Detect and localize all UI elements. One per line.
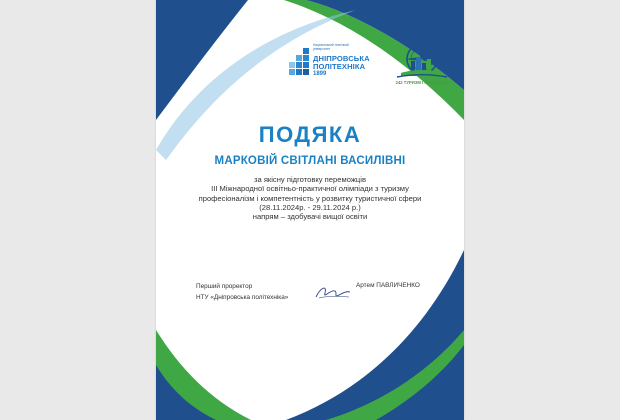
certificate-sheet <box>156 0 464 420</box>
recipient-name: МАРКОВІЙ СВІТЛАНІ ВАСИЛІВНІ <box>214 155 406 167</box>
body-line: (28.11.2024р. - 29.11.2024 р.) <box>259 202 361 212</box>
tourism-logo <box>393 39 451 89</box>
university-logo <box>289 44 381 82</box>
certificate-title: ПОДЯКА <box>258 122 362 147</box>
certificate-body <box>156 175 464 221</box>
university-small-text: Національний технічний університет <box>313 43 349 51</box>
body-line: професіоналізм і компетентність у розвитку туристичної сфери <box>198 193 422 203</box>
university-emblem-icon <box>289 46 311 80</box>
compass-city-icon <box>393 39 451 81</box>
university-name-line1: ДНІПРОВСЬКА <box>313 54 370 63</box>
signer-name: Артем ПАВЛИЧЕНКО <box>356 282 420 289</box>
body-line: ІІІ Міжнародної освітньо-практичної олімпіади з туризму <box>211 184 409 194</box>
body-line: напрям – здобувачі вищої освіти <box>252 212 368 222</box>
signer-position-line2: НТУ «Дніпровська політехніка» <box>196 293 289 301</box>
university-year: 1899 <box>313 71 327 77</box>
signer-position-line1: Перший проректор <box>196 283 253 290</box>
signer-position <box>196 282 288 303</box>
handwritten-signature <box>313 283 353 303</box>
tourism-caption: 242 ТУРИЗМ І РЕКРЕАЦІЯ <box>395 80 449 85</box>
university-name-line2: ПОЛІТЕХНІКА <box>313 62 366 71</box>
body-line: за якісну підготовку переможців <box>254 175 366 184</box>
